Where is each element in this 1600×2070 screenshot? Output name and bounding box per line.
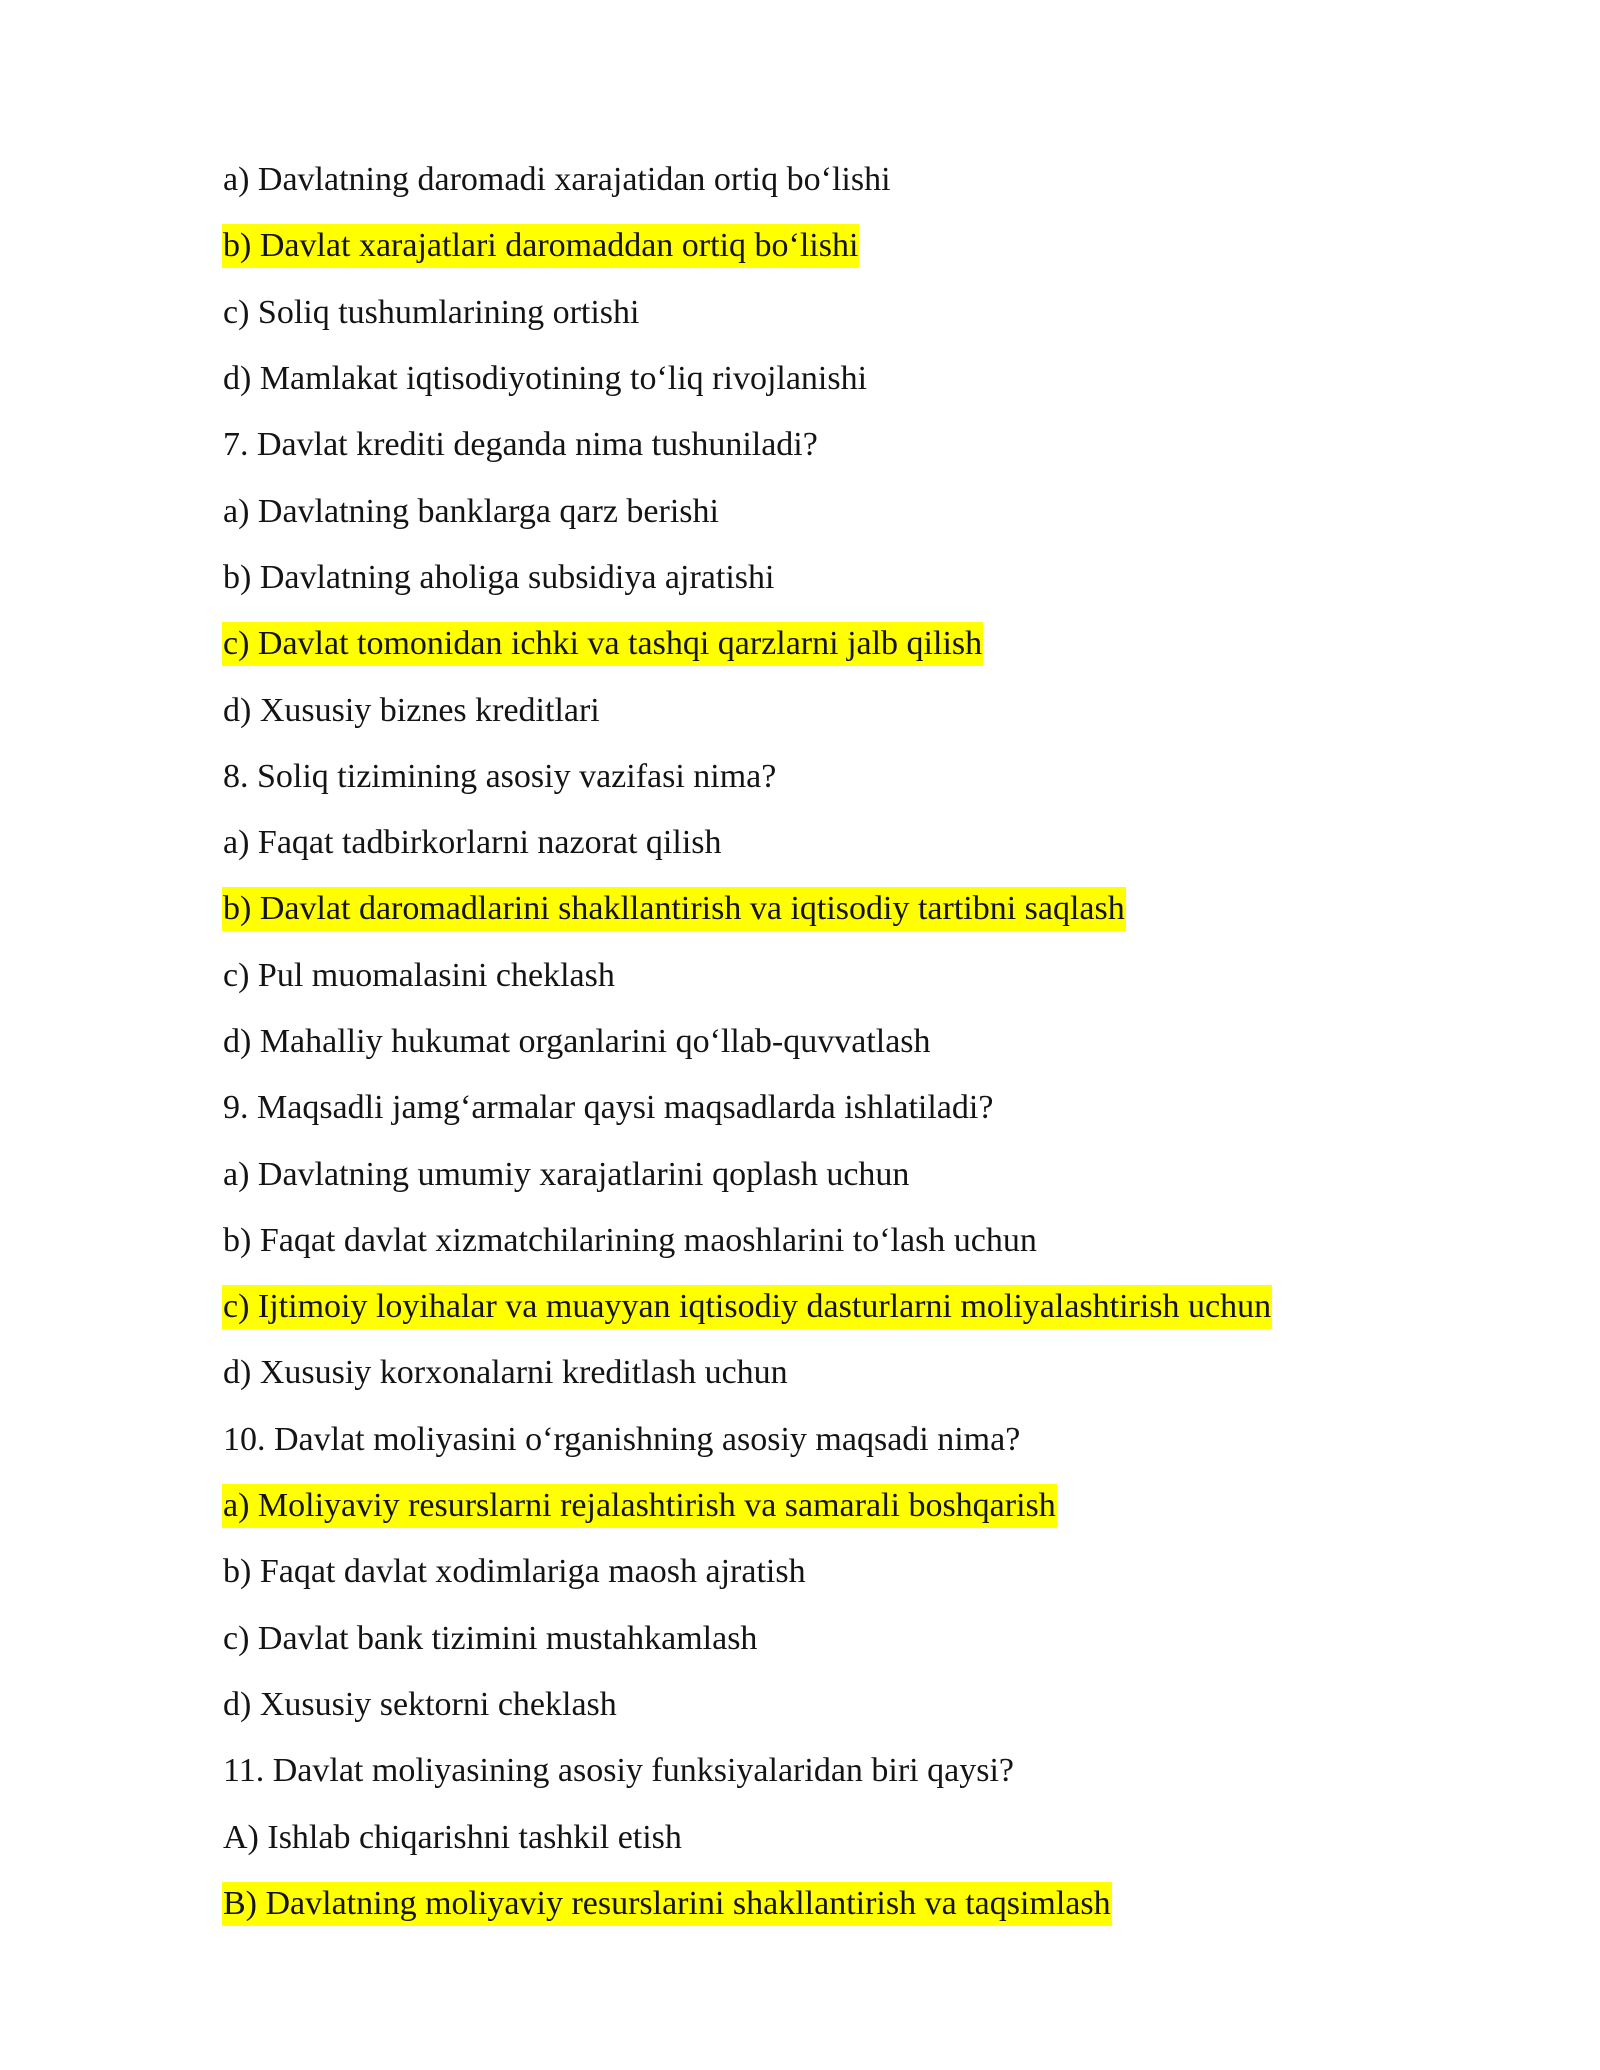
answer-option-line highlighted-answer: [222, 876, 1422, 942]
line-text: b) Davlatning aholiga subsidiya ajratishi: [223, 558, 775, 596]
line-text: a) Davlatning banklarga qarz berishi: [223, 492, 719, 530]
line-text: c) Davlat tomonidan ichki va tashqi qarzlarni jalb qilish: [222, 622, 983, 666]
line-text: c) Pul muomalasini cheklash: [223, 956, 615, 994]
line-text: d) Xususiy korxonalarni kreditlash uchun: [223, 1354, 788, 1392]
line-text: c) Soliq tushumlarining ortishi: [223, 293, 640, 331]
line-text: b) Davlat daromadlarini shakllantirish va iqtisodiy tartibni saqlash: [222, 887, 1126, 931]
line-text: 10. Davlat moliyasini o‘rganishning asosiy maqsadi nima?: [223, 1420, 1021, 1458]
answer-option-line: [222, 943, 1422, 1009]
answer-option-line: [222, 677, 1422, 743]
line-text: 11. Davlat moliyasining asosiy funksiyalaridan biri qaysi?: [223, 1752, 1014, 1790]
answer-option-line highlighted-answer: [222, 611, 1422, 677]
answer-option-line highlighted-answer: [222, 1274, 1422, 1340]
line-text: 9. Maqsadli jamg‘armalar qaysi maqsadlarda ishlatiladi?: [223, 1089, 994, 1127]
question-line: [222, 744, 1422, 810]
line-text: d) Mamlakat iqtisodiyotining to‘liq rivojlanishi: [223, 360, 868, 398]
line-text: c) Davlat bank tizimini mustahkamlash: [223, 1619, 758, 1657]
answer-option-line: [222, 346, 1422, 412]
answer-option-line: [222, 545, 1422, 611]
line-text: a) Faqat tadbirkorlarni nazorat qilish: [223, 824, 722, 862]
answer-option-line highlighted-answer: [222, 213, 1422, 279]
line-text: A) Ishlab chiqarishni tashkil etish: [223, 1818, 682, 1856]
line-text: b) Faqat davlat xizmatchilarining maoshlarini to‘lash uchun: [223, 1221, 1037, 1259]
answer-option-line: [222, 1804, 1422, 1870]
answer-option-line: [222, 478, 1422, 544]
line-text: c) Ijtimoiy loyihalar va muayyan iqtisodiy dasturlarni moliyalashtirish uchun: [222, 1285, 1272, 1329]
line-text: d) Xususiy sektorni cheklash: [223, 1685, 617, 1723]
answer-option-line highlighted-answer: [222, 1871, 1422, 1937]
answer-option-line: [222, 147, 1422, 213]
answer-option-line: [222, 1208, 1422, 1274]
answer-option-line: [222, 1606, 1422, 1672]
line-text: 7. Davlat krediti deganda nima tushuniladi?: [223, 426, 818, 464]
line-text: a) Moliyaviy resurslarni rejalashtirish va samarali boshqarish: [222, 1484, 1057, 1528]
question-line: [222, 1407, 1422, 1473]
line-text: b) Faqat davlat xodimlariga maosh ajratish: [223, 1553, 806, 1591]
question-line: [222, 412, 1422, 478]
answer-option-line: [222, 1009, 1422, 1075]
document-body: [222, 147, 1422, 1937]
line-text: d) Mahalliy hukumat organlarini qo‘llab-quvvatlash: [223, 1023, 931, 1060]
answer-option-line: [222, 810, 1422, 876]
line-text: d) Xususiy biznes kreditlari: [223, 691, 600, 729]
line-text: 8. Soliq tizimining asosiy vazifasi nima?: [223, 757, 777, 795]
question-line: [222, 1738, 1422, 1804]
answer-option-line: [222, 280, 1422, 346]
question-line: [222, 1075, 1422, 1141]
line-text: a) Davlatning umumiy xarajatlarini qoplash uchun: [223, 1155, 910, 1193]
line-text: a) Davlatning daromadi xarajatidan ortiq bo‘lishi: [223, 161, 891, 199]
answer-option-line: [222, 1539, 1422, 1605]
line-text: B) Davlatning moliyaviy resurslarini shakllantirish va taqsimlash: [222, 1882, 1112, 1926]
answer-option-line: [222, 1672, 1422, 1738]
line-text: b) Davlat xarajatlari daromaddan ortiq bo‘lishi: [222, 224, 859, 268]
answer-option-line: [222, 1141, 1422, 1207]
answer-option-line: [222, 1340, 1422, 1406]
answer-option-line highlighted-answer: [222, 1473, 1422, 1539]
